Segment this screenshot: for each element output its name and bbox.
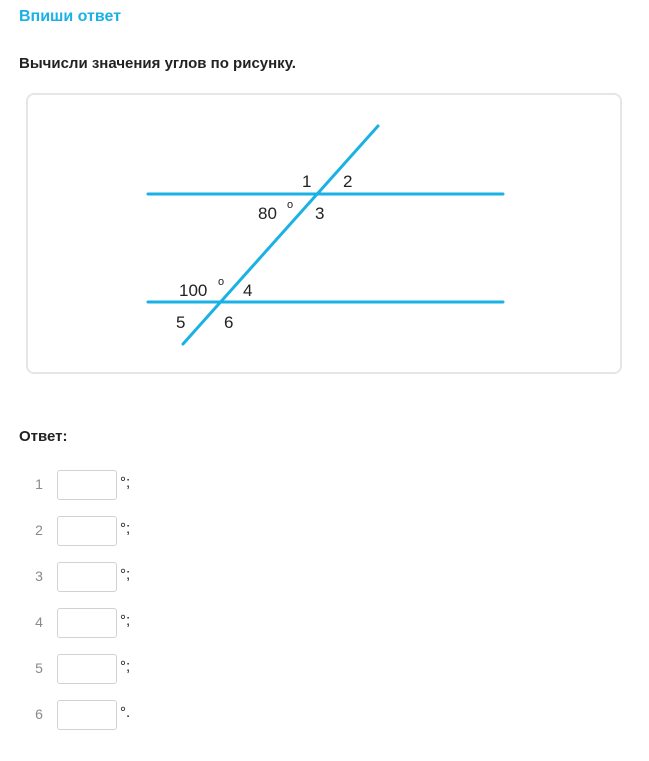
task-question: Вычисли значения углов по рисунку.: [19, 55, 296, 72]
answer-heading: Ответ:: [19, 428, 68, 445]
degree-suffix: °;: [120, 658, 131, 675]
answer-row-number: 3: [35, 568, 43, 584]
angle-6-label: 6: [224, 313, 234, 332]
transversal-line: [183, 126, 378, 344]
answer-row: [0, 562, 649, 594]
answer-row: [0, 608, 649, 640]
angle-100-label: 100: [179, 281, 208, 300]
degree-suffix: °;: [120, 566, 131, 583]
degree-suffix: °;: [120, 474, 131, 491]
degree-suffix: °;: [120, 520, 131, 537]
answer-row: [0, 516, 649, 548]
angle-5-label: 5: [176, 313, 186, 332]
degree-suffix: °.: [120, 704, 131, 721]
angle-3-input[interactable]: [57, 562, 117, 592]
angle-2-input[interactable]: [57, 516, 117, 546]
angle-1-label: 1: [302, 172, 312, 191]
angle-80-label: 80: [258, 204, 277, 223]
angle-4-label: 4: [243, 281, 253, 300]
angle-80-degree-mark: o: [287, 199, 294, 211]
angle-6-input[interactable]: [57, 700, 117, 730]
answer-row-number: 2: [35, 522, 43, 538]
angle-4-input[interactable]: [57, 608, 117, 638]
answer-row-number: 1: [35, 476, 43, 492]
answer-row: [0, 700, 649, 732]
angle-100-degree-mark: o: [218, 276, 225, 288]
parallel-lines-figure: [28, 95, 624, 376]
angle-5-input[interactable]: [57, 654, 117, 684]
degree-suffix: °;: [120, 612, 131, 629]
figure-container: [26, 93, 622, 374]
angle-2-label: 2: [343, 172, 353, 191]
angle-3-label: 3: [315, 204, 325, 223]
answer-row: [0, 470, 649, 502]
answer-row-number: 4: [35, 614, 43, 630]
task-type-title: Впиши ответ: [19, 8, 122, 25]
answer-row-number: 5: [35, 660, 43, 676]
angle-1-input[interactable]: [57, 470, 117, 500]
answer-row: [0, 654, 649, 686]
answer-row-number: 6: [35, 706, 43, 722]
